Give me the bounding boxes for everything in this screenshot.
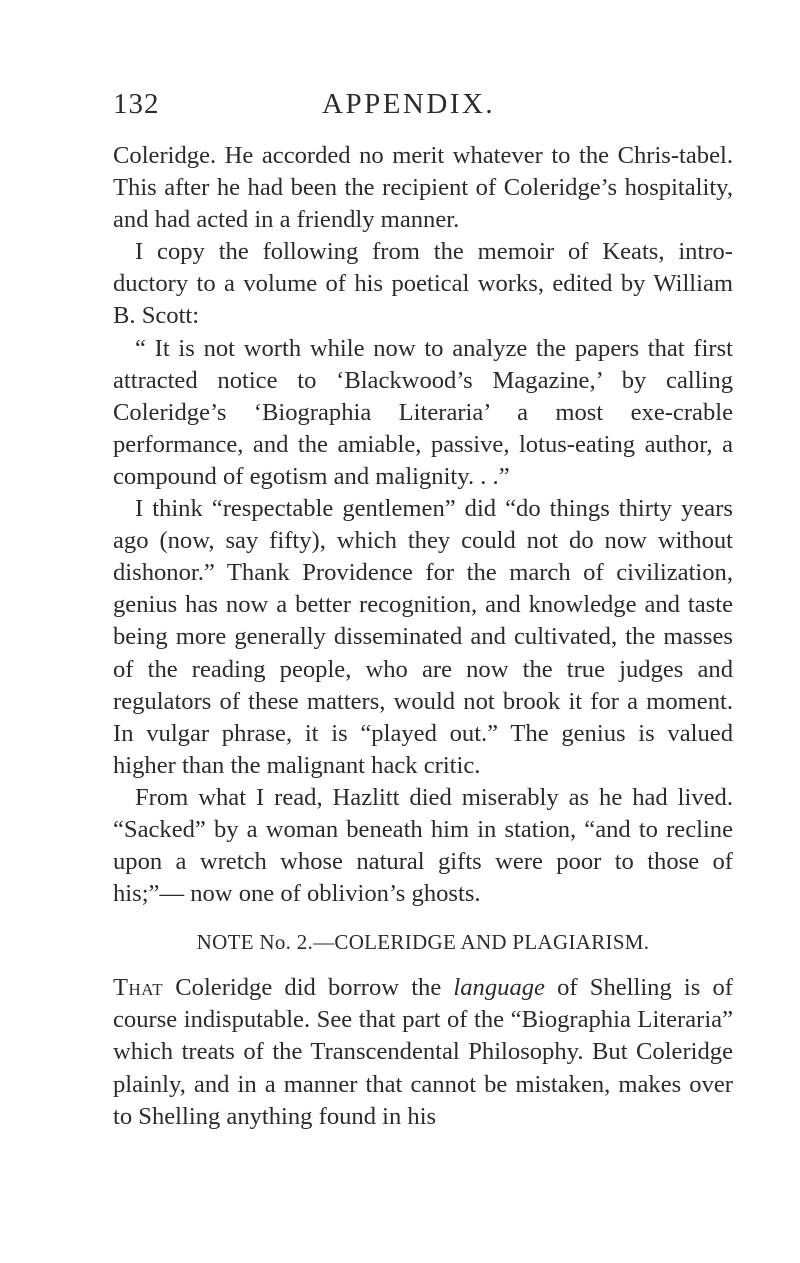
note-text-2: of Shelling is of course indisputable. See that part of the “Biographia Literaria” which treats of the Transcendental Philosophy. But Coleridge plainly, and in a manner that cannot be mistaken, makes over to Shelling anything found in his [113,974,733,1130]
note-italic-word: language [453,974,545,1002]
paragraph-5: From what I read, Hazlitt died miserably as he had lived. “Sacked” by a woman beneath him in station, “and to recline upon a wretch whose natural gifts were poor to those of his;”— now one of oblivion’s ghosts. [113,783,733,908]
note-text-1: Coleridge did borrow the [163,974,454,1002]
paragraph-quote: “ It is not worth while now to analyze the papers that first attracted notice to ‘Blackwood’s Magazine,’ by calling Coleridge’s ‘Biographia Literaria’ a most exe-crable performance, and the amiable, passive, lotus-eating author, a compound of egotism and malignity. . .” [113,334,733,490]
running-head: APPENDIX. [322,88,496,120]
body-text [113,140,733,1133]
paragraph-1: Coleridge. He accorded no merit whatever to the Chris-tabel. This after he had been the recipient of Coleridge’s hospitality, and had acted in a friendly manner. [113,142,733,234]
note-lead-word: That [113,974,164,1002]
page-number: 132 [113,88,160,120]
paragraph-2: I copy the following from the memoir of Keats, intro-ductory to a volume of his poetical works, edited by William B. Scott: [113,238,733,330]
paragraph-4: I think “respectable gentlemen” did “do things thirty years ago (now, say fifty), which they could not do now without dishonor.” Thank Providence for the march of civilization, genius has now a better recognition, and knowledge and taste being more generally disseminated and cultivated, the masses of the reading people, who are now the true judges and regulators of these matters, would not brook it for a moment. In vulgar phrase, it is “played out.” The genius is valued higher than the malignant hack critic. [113,495,733,779]
note-heading: NOTE No. 2.—COLERIDGE AND PLAGIARISM. [196,930,650,955]
note-paragraph [113,972,733,1132]
page-header [113,88,733,128]
